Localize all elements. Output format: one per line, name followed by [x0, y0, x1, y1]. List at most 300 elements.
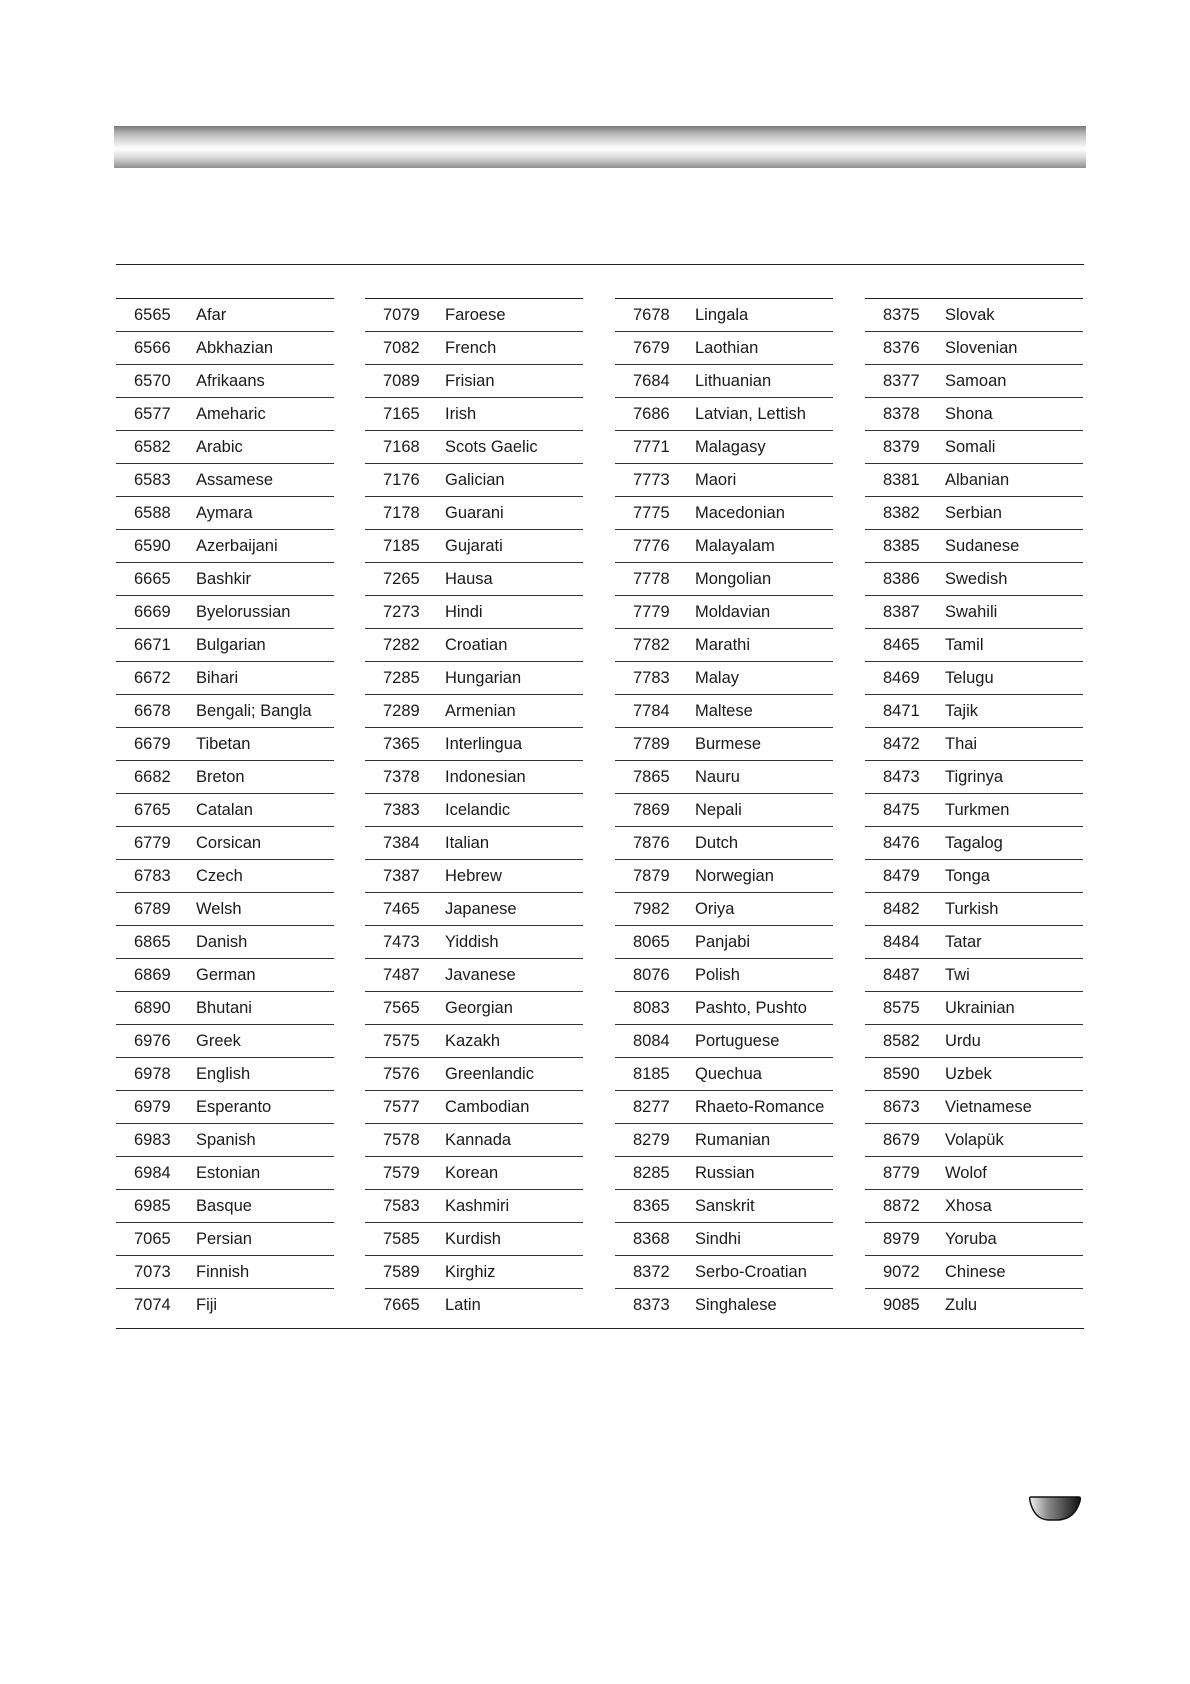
language-code: 7378: [383, 767, 420, 786]
language-code: 7775: [633, 503, 670, 522]
table-row: [116, 860, 334, 893]
language-code: 8479: [883, 866, 920, 885]
table-row: [615, 464, 833, 497]
language-code: 9085: [883, 1296, 920, 1314]
table-row: [365, 992, 583, 1025]
language-name: Marathi: [695, 635, 751, 654]
table-row: [116, 1025, 334, 1058]
language-name: Galician: [445, 470, 505, 489]
table-row: [615, 1025, 833, 1058]
table-row: [365, 695, 583, 728]
language-code: 7783: [633, 668, 670, 687]
language-name: Spanish: [196, 1130, 256, 1149]
table-row: [865, 662, 1083, 695]
language-code: 8373: [633, 1296, 670, 1314]
language-name: Danish: [196, 932, 248, 951]
table-row: [615, 1289, 833, 1322]
language-code: 8575: [883, 998, 920, 1017]
table-row: [116, 365, 334, 398]
language-name: Quechua: [695, 1064, 762, 1083]
table-row: [116, 926, 334, 959]
language-code: 6976: [134, 1031, 171, 1050]
language-name: Volapük: [945, 1130, 1004, 1149]
table-row: [615, 563, 833, 596]
language-code: 8779: [883, 1163, 920, 1182]
language-code: 6566: [134, 338, 171, 357]
language-code: 7982: [633, 899, 670, 918]
language-name: Sindhi: [695, 1229, 741, 1248]
language-code-column-2: [365, 298, 583, 1322]
table-row: [116, 629, 334, 662]
language-code: 8872: [883, 1196, 920, 1215]
table-row: [865, 629, 1083, 662]
language-name: Slovenian: [945, 338, 1018, 357]
language-code: 7589: [383, 1262, 420, 1281]
language-name: Hebrew: [445, 866, 502, 885]
language-name: Samoan: [945, 371, 1007, 390]
table-row: [865, 761, 1083, 794]
table-row: [116, 1091, 334, 1124]
language-name: Urdu: [945, 1031, 981, 1050]
language-name: Kurdish: [445, 1229, 501, 1248]
table-row: [365, 761, 583, 794]
table-row: [865, 530, 1083, 563]
language-code: 8076: [633, 965, 670, 984]
table-row: [615, 530, 833, 563]
language-name: Basque: [196, 1196, 252, 1215]
table-row: [365, 662, 583, 695]
language-code: 8377: [883, 371, 920, 390]
language-code: 8372: [633, 1262, 670, 1281]
language-code: 7684: [633, 371, 670, 390]
language-name: Maltese: [695, 701, 753, 720]
language-code: 6671: [134, 635, 171, 654]
language-code: 9072: [883, 1262, 920, 1281]
language-code: 7575: [383, 1031, 420, 1050]
language-name: Gujarati: [445, 536, 503, 555]
table-row: [865, 893, 1083, 926]
language-code: 8382: [883, 503, 920, 522]
table-row: [865, 1124, 1083, 1157]
language-name: Kashmiri: [445, 1196, 510, 1215]
table-row: [365, 398, 583, 431]
language-code: 8487: [883, 965, 920, 984]
language-code: 7178: [383, 503, 420, 522]
table-row: [865, 959, 1083, 992]
language-code: 7773: [633, 470, 670, 489]
language-code: 6779: [134, 833, 171, 852]
language-code: 7686: [633, 404, 670, 423]
language-name: Guarani: [445, 503, 504, 522]
language-name: Turkish: [945, 899, 999, 918]
language-code: 7383: [383, 800, 420, 819]
table-row: [615, 497, 833, 530]
table-row: [615, 860, 833, 893]
page-tab-icon: [1028, 1493, 1082, 1523]
language-name: Latin: [445, 1296, 481, 1314]
table-row: [865, 1289, 1083, 1322]
table-row: [615, 992, 833, 1025]
language-code: 7273: [383, 602, 420, 621]
language-name: Armenian: [445, 701, 516, 720]
table-row: [365, 728, 583, 761]
language-name: Moldavian: [695, 602, 771, 621]
table-row: [365, 926, 583, 959]
language-code: 6679: [134, 734, 171, 753]
table-row: [116, 761, 334, 794]
language-code: 8465: [883, 635, 920, 654]
language-name: Persian: [196, 1229, 252, 1248]
language-name: Finnish: [196, 1262, 250, 1281]
language-code: 8473: [883, 767, 920, 786]
language-name: Telugu: [945, 668, 994, 687]
language-code: 8378: [883, 404, 920, 423]
table-row: [865, 431, 1083, 464]
language-name: Lingala: [695, 305, 749, 324]
table-row: [865, 1223, 1083, 1256]
table-row: [865, 1025, 1083, 1058]
table-row: [865, 728, 1083, 761]
language-code-column-1: [116, 298, 334, 1322]
language-name: Tatar: [945, 932, 982, 951]
language-name: Greenlandic: [445, 1064, 534, 1083]
table-row: [865, 860, 1083, 893]
language-name: Sudanese: [945, 536, 1020, 555]
language-name: Swedish: [945, 569, 1008, 588]
language-code-column-3: [615, 298, 833, 1322]
language-name: Cambodian: [445, 1097, 530, 1116]
language-name: Yoruba: [945, 1229, 997, 1248]
table-row: [615, 1157, 833, 1190]
table-row: [116, 464, 334, 497]
language-name: Czech: [196, 866, 243, 885]
table-row: [615, 893, 833, 926]
language-name: Tigrinya: [945, 767, 1004, 786]
table-row: [865, 497, 1083, 530]
language-code: 7576: [383, 1064, 420, 1083]
language-code: 6979: [134, 1097, 171, 1116]
table-row: [615, 1091, 833, 1124]
language-name: Kannada: [445, 1130, 512, 1149]
language-name: Azerbaijani: [196, 536, 278, 555]
language-name: Sanskrit: [695, 1196, 755, 1215]
table-row: [116, 1124, 334, 1157]
table-row: [365, 1091, 583, 1124]
language-name: Malagasy: [695, 437, 766, 456]
language-name: Malayalam: [695, 536, 775, 555]
table-row: [116, 1157, 334, 1190]
language-name: Slovak: [945, 305, 995, 324]
table-row: [615, 662, 833, 695]
language-name: Panjabi: [695, 932, 751, 951]
language-code: 7073: [134, 1262, 171, 1281]
table-row: [615, 1124, 833, 1157]
language-name: Scots Gaelic: [445, 437, 538, 456]
table-row: [116, 794, 334, 827]
language-code: 8379: [883, 437, 920, 456]
language-code: 7784: [633, 701, 670, 720]
language-code: 8376: [883, 338, 920, 357]
language-code: 6669: [134, 602, 171, 621]
language-code: 6588: [134, 503, 171, 522]
language-name: Assamese: [196, 470, 274, 489]
language-name: German: [196, 965, 256, 984]
language-code: 8471: [883, 701, 920, 720]
language-code: 7365: [383, 734, 420, 753]
table-row: [615, 299, 833, 332]
language-code: 6789: [134, 899, 171, 918]
language-code: 8582: [883, 1031, 920, 1050]
language-name: Georgian: [445, 998, 513, 1017]
language-code: 7578: [383, 1130, 420, 1149]
table-row: [865, 827, 1083, 860]
language-code: 7679: [633, 338, 670, 357]
language-name: Korean: [445, 1163, 499, 1182]
language-name: Dutch: [695, 833, 739, 852]
language-code: 7082: [383, 338, 420, 357]
language-code: 7879: [633, 866, 670, 885]
table-row: [615, 761, 833, 794]
language-code: 7583: [383, 1196, 420, 1215]
language-code: 7079: [383, 305, 420, 324]
language-name: Yiddish: [445, 932, 499, 951]
language-code: 7778: [633, 569, 670, 588]
table-row: [865, 464, 1083, 497]
language-code: 6570: [134, 371, 171, 390]
language-code: 7387: [383, 866, 420, 885]
table-row: [116, 992, 334, 1025]
table-row: [365, 1256, 583, 1289]
language-name: Norwegian: [695, 866, 774, 885]
table-row: [365, 860, 583, 893]
language-code: 8065: [633, 932, 670, 951]
table-row: [365, 365, 583, 398]
language-name: Afar: [196, 305, 227, 324]
language-code: 7265: [383, 569, 420, 588]
language-code: 6583: [134, 470, 171, 489]
language-name: Mongolian: [695, 569, 772, 588]
table-row: [116, 1256, 334, 1289]
language-code: 7585: [383, 1229, 420, 1248]
language-code: 6983: [134, 1130, 171, 1149]
language-name: Rhaeto-Romance: [695, 1097, 825, 1116]
table-row: [865, 695, 1083, 728]
language-code: 8386: [883, 569, 920, 588]
table-row: [365, 431, 583, 464]
language-code: 8368: [633, 1229, 670, 1248]
language-name: Hausa: [445, 569, 493, 588]
language-name: Esperanto: [196, 1097, 272, 1116]
language-code: 6665: [134, 569, 171, 588]
language-name: Breton: [196, 767, 245, 786]
language-name: Rumanian: [695, 1130, 771, 1149]
table-row: [365, 596, 583, 629]
table-row: [365, 1157, 583, 1190]
language-name: Oriya: [695, 899, 735, 918]
language-code: 8590: [883, 1064, 920, 1083]
language-name: Bengali; Bangla: [196, 701, 312, 720]
language-name: Tonga: [945, 866, 990, 885]
table-row: [116, 431, 334, 464]
table-row: [615, 695, 833, 728]
table-row: [365, 827, 583, 860]
language-code: 6890: [134, 998, 171, 1017]
language-code: 7089: [383, 371, 420, 390]
table-row: [615, 431, 833, 464]
table-row: [116, 1223, 334, 1256]
table-row: [116, 827, 334, 860]
table-row: [365, 563, 583, 596]
table-row: [116, 728, 334, 761]
table-row: [116, 497, 334, 530]
language-code: 6865: [134, 932, 171, 951]
table-row: [865, 794, 1083, 827]
table-row: [865, 926, 1083, 959]
language-name: Xhosa: [945, 1196, 992, 1215]
language-name: Wolof: [945, 1163, 987, 1182]
table-row: [365, 1058, 583, 1091]
language-name: Nauru: [695, 767, 740, 786]
table-row: [615, 1058, 833, 1091]
table-row: [116, 563, 334, 596]
table-row: [116, 332, 334, 365]
language-name: Burmese: [695, 734, 762, 753]
language-name: Polish: [695, 965, 740, 984]
table-row: [365, 1223, 583, 1256]
table-row: [865, 1058, 1083, 1091]
language-code: 8385: [883, 536, 920, 555]
language-name: Serbo-Croatian: [695, 1262, 807, 1281]
language-code: 8979: [883, 1229, 920, 1248]
table-row: [116, 596, 334, 629]
table-row: [615, 1256, 833, 1289]
language-code: 7074: [134, 1296, 171, 1314]
language-name: Serbian: [945, 503, 1002, 522]
language-code: 7065: [134, 1229, 171, 1248]
language-code: 7779: [633, 602, 670, 621]
language-code: 8381: [883, 470, 920, 489]
table-row: [365, 1025, 583, 1058]
language-code: 7282: [383, 635, 420, 654]
table-row: [865, 332, 1083, 365]
language-code: 7579: [383, 1163, 420, 1182]
language-name: Irish: [445, 404, 477, 423]
language-name: Hungarian: [445, 668, 522, 687]
table-row: [365, 893, 583, 926]
language-code: 6582: [134, 437, 171, 456]
language-name: Chinese: [945, 1262, 1006, 1281]
language-name: Portuguese: [695, 1031, 780, 1050]
language-code: 6985: [134, 1196, 171, 1215]
language-name: Javanese: [445, 965, 516, 984]
table-row: [865, 992, 1083, 1025]
language-code: 8469: [883, 668, 920, 687]
language-code: 7577: [383, 1097, 420, 1116]
language-name: Bhutani: [196, 998, 252, 1017]
language-code: 8365: [633, 1196, 670, 1215]
table-row: [116, 1289, 334, 1322]
language-name: Russian: [695, 1163, 755, 1182]
language-code: 6577: [134, 404, 171, 423]
language-code: 8083: [633, 998, 670, 1017]
table-row: [365, 497, 583, 530]
language-name: Ukrainian: [945, 998, 1015, 1017]
table-row: [615, 794, 833, 827]
language-code: 7782: [633, 635, 670, 654]
language-code: 8476: [883, 833, 920, 852]
table-row: [365, 464, 583, 497]
table-row: [116, 398, 334, 431]
language-code: 8084: [633, 1031, 670, 1050]
language-name: Bashkir: [196, 569, 252, 588]
language-code: 7789: [633, 734, 670, 753]
language-name: Tajik: [945, 701, 979, 720]
language-name: Ameharic: [196, 404, 266, 423]
language-name: Japanese: [445, 899, 517, 918]
language-code: 8482: [883, 899, 920, 918]
table-row: [615, 728, 833, 761]
language-code: 8277: [633, 1097, 670, 1116]
language-name: Tamil: [945, 635, 984, 654]
table-row: [365, 1289, 583, 1322]
language-code: 8387: [883, 602, 920, 621]
language-code: 7289: [383, 701, 420, 720]
language-name: Swahili: [945, 602, 998, 621]
language-code: 7176: [383, 470, 420, 489]
language-name: Fiji: [196, 1296, 218, 1314]
language-code: 8673: [883, 1097, 920, 1116]
table-row: [365, 1190, 583, 1223]
language-name: Faroese: [445, 305, 506, 324]
language-name: Indonesian: [445, 767, 526, 786]
language-code: 8285: [633, 1163, 670, 1182]
language-code: 7465: [383, 899, 420, 918]
language-name: Somali: [945, 437, 996, 456]
table-row: [865, 398, 1083, 431]
language-code: 7565: [383, 998, 420, 1017]
language-name: Tibetan: [196, 734, 251, 753]
language-code: 7876: [633, 833, 670, 852]
table-row: [116, 1190, 334, 1223]
language-name: Laothian: [695, 338, 759, 357]
language-code: 7473: [383, 932, 420, 951]
language-name: Estonian: [196, 1163, 261, 1182]
language-code: 6869: [134, 965, 171, 984]
language-name: Abkhazian: [196, 338, 274, 357]
language-name: English: [196, 1064, 251, 1083]
language-name: Italian: [445, 833, 490, 852]
table-row: [615, 926, 833, 959]
table-row: [865, 1256, 1083, 1289]
language-name: Zulu: [945, 1296, 978, 1314]
table-row: [116, 695, 334, 728]
language-name: Malay: [695, 668, 740, 687]
table-row: [365, 794, 583, 827]
language-name: Singhalese: [695, 1296, 777, 1314]
language-name: Nepali: [695, 800, 742, 819]
language-code: 7771: [633, 437, 670, 456]
language-name: Maori: [695, 470, 737, 489]
language-name: Catalan: [196, 800, 253, 819]
table-row: [615, 596, 833, 629]
language-name: Thai: [945, 734, 978, 753]
language-name: Shona: [945, 404, 993, 423]
language-code: 8484: [883, 932, 920, 951]
table-row: [365, 629, 583, 662]
table-row: [865, 299, 1083, 332]
language-name: Icelandic: [445, 800, 511, 819]
table-row: [365, 530, 583, 563]
